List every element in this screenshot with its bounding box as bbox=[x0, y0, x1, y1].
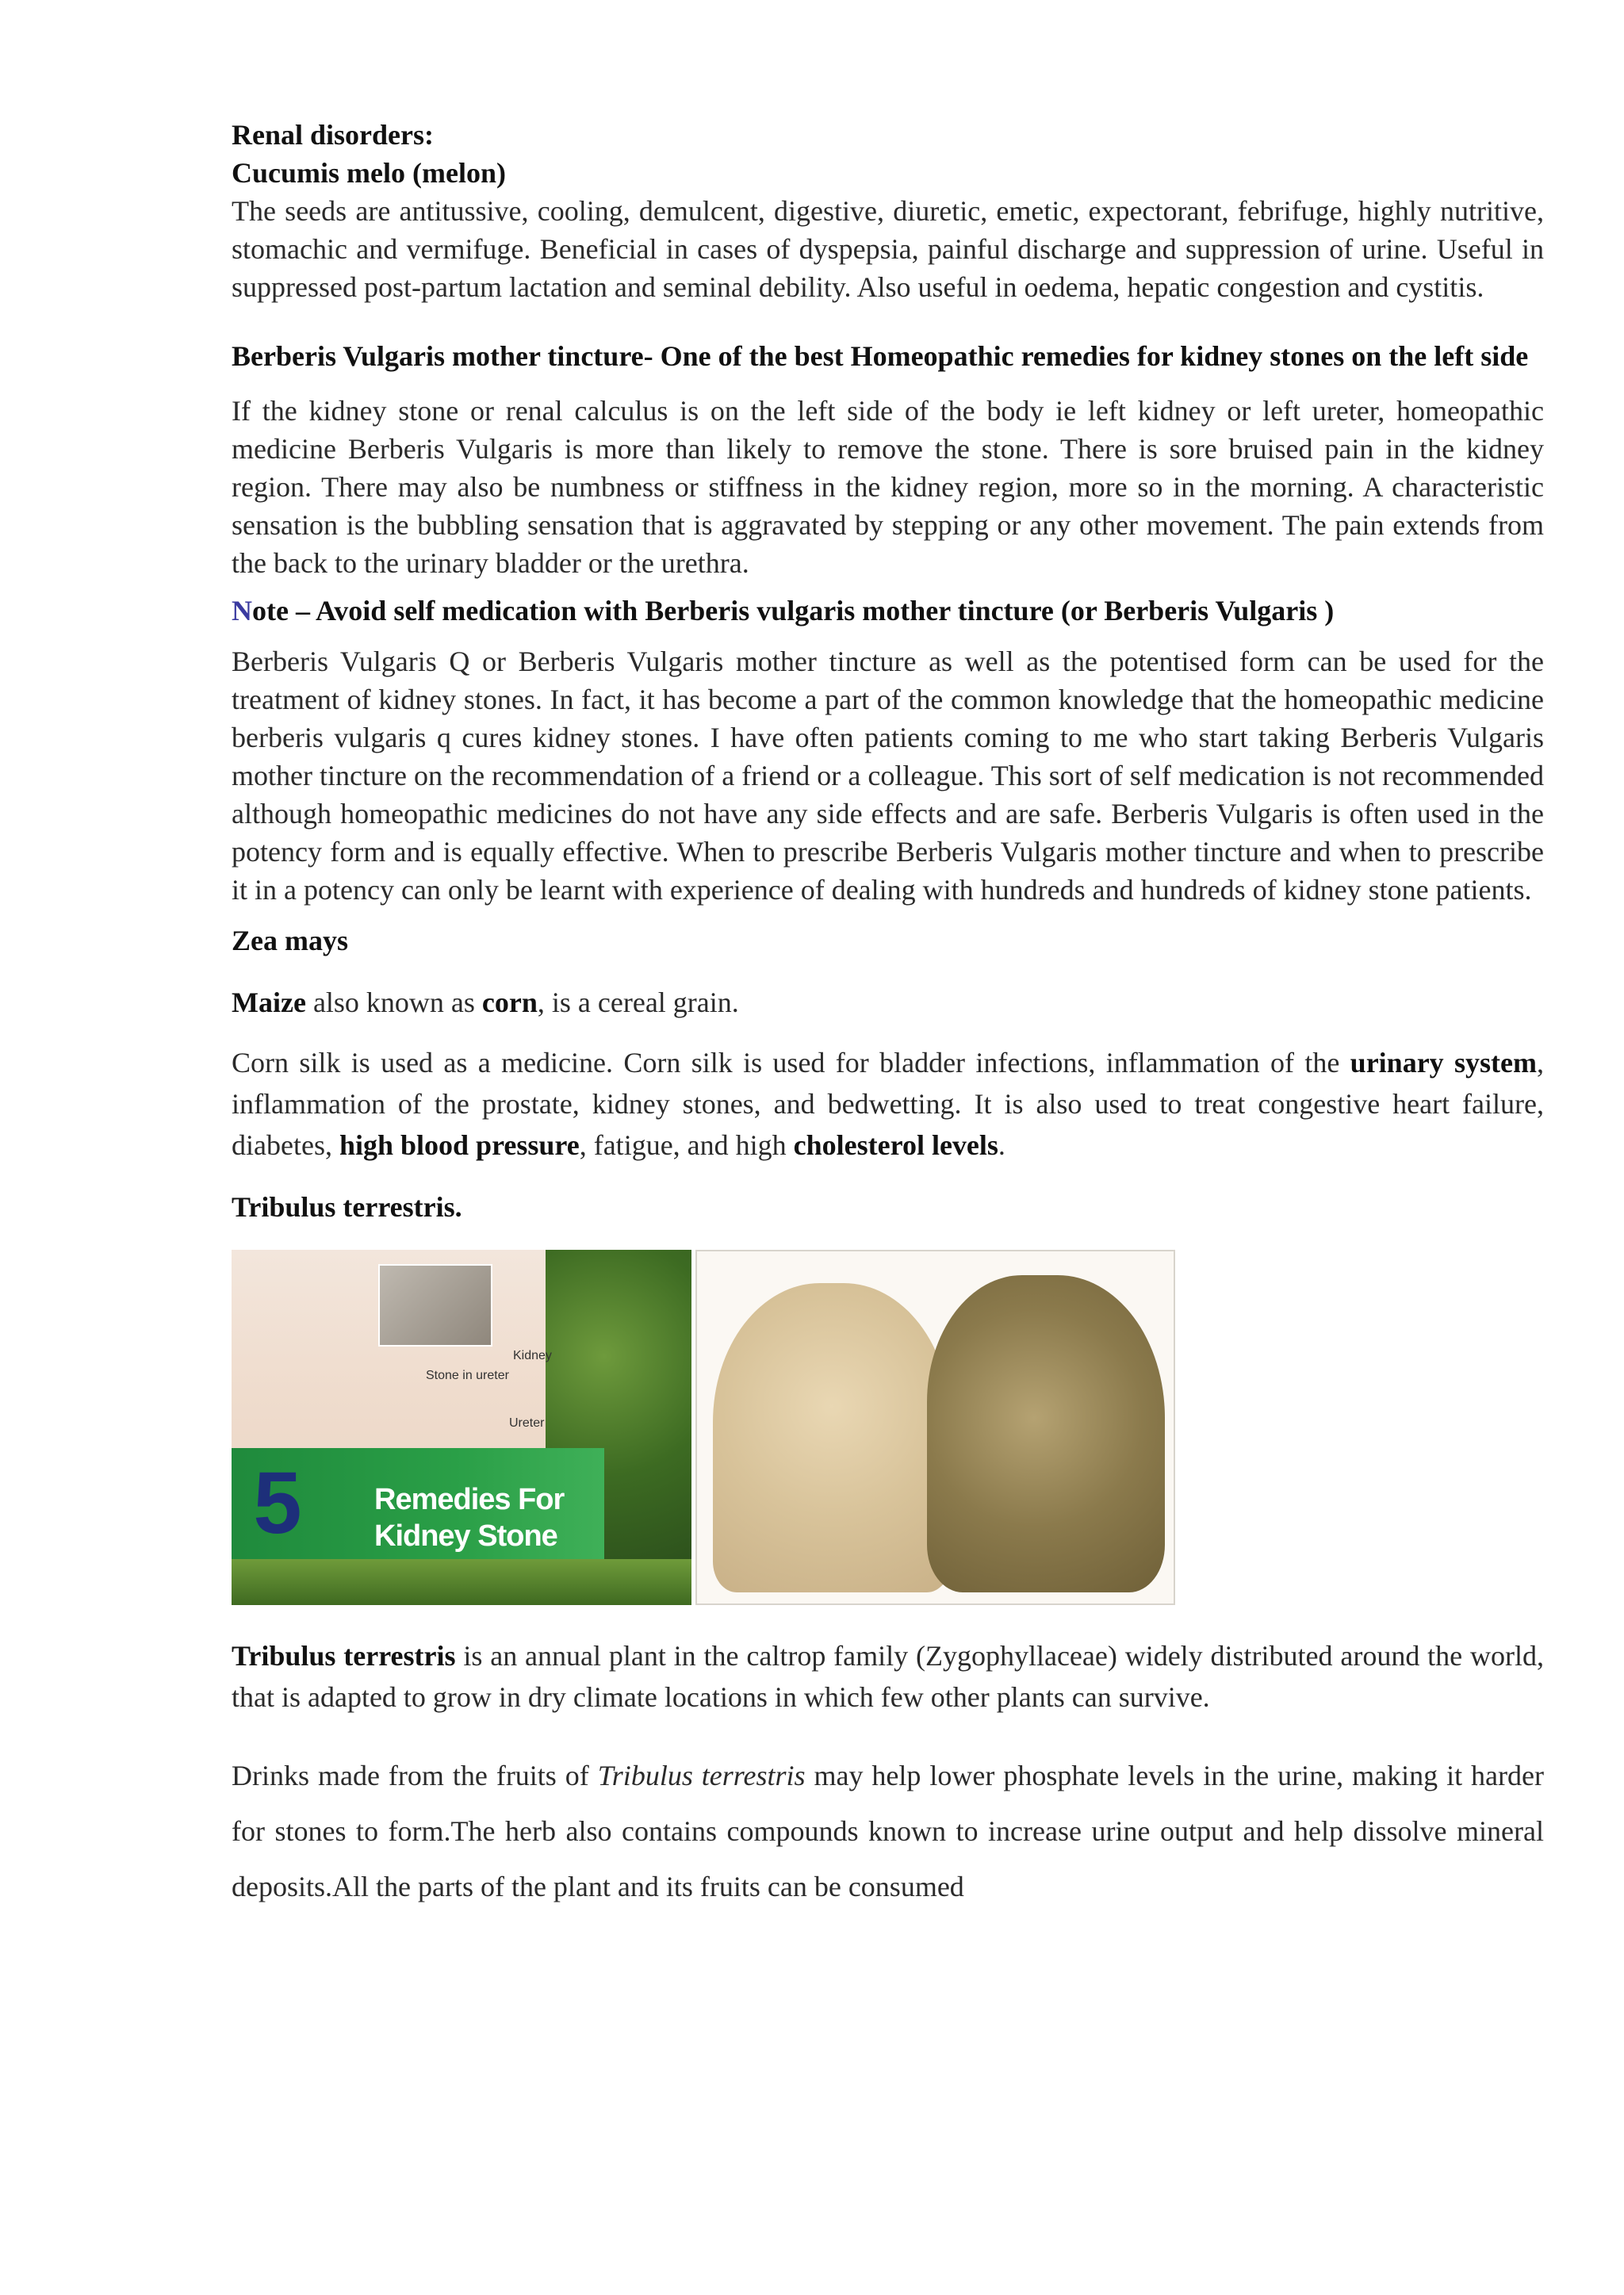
note-first-letter: N bbox=[232, 595, 252, 626]
high-blood-pressure-bold: high blood pressure bbox=[339, 1129, 580, 1161]
document-page bbox=[232, 113, 1544, 1914]
corn-silk-paragraph bbox=[232, 1042, 1544, 1166]
drinks-text-2: may help lower phosphate levels in the urine, making it harder for stones to form.The herb also contains compounds known to increase urine output and help dissolve mineral deposits.All the parts of the plant and its fruits can be consumed bbox=[232, 1760, 1544, 1902]
tribulus-figure bbox=[232, 1250, 1175, 1605]
maize-text-1: also known as bbox=[305, 987, 482, 1018]
grass-strip bbox=[232, 1559, 691, 1605]
corn-silk-text-2: , inflammation of the prostate, kidney stones, and bedwetting. It is also used to treat congestive heart failure, diabetes, bbox=[232, 1047, 1544, 1161]
zea-mays-heading: Zea mays bbox=[232, 925, 348, 956]
stone-in-ureter-label: Stone in ureter bbox=[426, 1369, 509, 1382]
corn-silk-text-4: . bbox=[998, 1129, 1005, 1161]
powder-pile bbox=[713, 1283, 951, 1592]
corn-silk-text-3: , fatigue, and high bbox=[579, 1129, 794, 1161]
note-heading-text: ote – Avoid self medication with Berberis vulgaris mother tincture (or Berberis Vulgaris ) bbox=[252, 595, 1335, 626]
tribulus-paragraph bbox=[232, 1635, 1544, 1718]
maize-paragraph bbox=[232, 983, 1544, 1021]
banner-number: 5 bbox=[253, 1454, 302, 1552]
corn-silk-text-1: Corn silk is used as a medicine. Corn silk is used for bladder infections, inflammation of the bbox=[232, 1047, 1350, 1079]
tribulus-bold: Tribulus terrestris bbox=[232, 1640, 456, 1672]
banner-line-2: Kidney Stone bbox=[374, 1519, 557, 1553]
tribulus-heading: Tribulus terrestris. bbox=[232, 1191, 462, 1223]
urinary-system-bold: urinary system bbox=[1350, 1047, 1537, 1079]
renal-disorders-heading: Renal disorders: bbox=[232, 119, 434, 151]
maize-bold: Maize bbox=[232, 987, 306, 1018]
corn-bold: corn bbox=[481, 987, 538, 1018]
note-heading bbox=[232, 592, 1544, 630]
kidney-stone-remedies-image bbox=[232, 1250, 691, 1605]
drinks-paragraph bbox=[232, 1748, 1544, 1914]
tribulus-italic: Tribulus terrestris bbox=[597, 1760, 806, 1791]
berberis-paragraph: If the kidney stone or renal calculus is on the left side of the body ie left kidney or left ureter, homeopathic medicine Berberis Vulgaris is more than likely to remove the stone. There is sore bruised pain in the kidney region. There may also be numbness or stiffness in the kidney region, more so in the morning. A characteristic sensation is the bubbling sensation that is aggravated by stepping or any other movement. The pain extends from the back to the urinary bladder or the urethra. bbox=[232, 395, 1544, 579]
banner-line-1: Remedies For bbox=[374, 1483, 565, 1516]
cholesterol-bold: cholesterol levels bbox=[793, 1129, 998, 1161]
drinks-text-1: Drinks made from the fruits of bbox=[232, 1760, 598, 1791]
cucumis-melo-paragraph: The seeds are antitussive, cooling, demulcent, digestive, diuretic, emetic, expectorant, febrifuge, highly nutritive, stomachic and vermifuge. Beneficial in cases of dyspepsia, painful discharge and suppression of urine. Useful in suppressed post-partum lactation and seminal debility. Also useful in oedema, hepatic congestion and cystitis. bbox=[232, 195, 1544, 303]
seed-pile bbox=[927, 1275, 1165, 1592]
stone-inset-photo bbox=[378, 1264, 492, 1347]
tribulus-text: is an annual plant in the caltrop family (Zygophyllaceae) widely distributed around the world, that is adapted to grow in dry climate locations in which few other plants can survive. bbox=[232, 1640, 1544, 1713]
tribulus-powder-image bbox=[695, 1250, 1175, 1605]
maize-text-2: , is a cereal grain. bbox=[537, 987, 739, 1018]
banner-text bbox=[374, 1481, 612, 1554]
kidney-label: Kidney bbox=[513, 1349, 552, 1362]
cucumis-melo-heading: Cucumis melo (melon) bbox=[232, 157, 506, 189]
note-paragraph: Berberis Vulgaris Q or Berberis Vulgaris mother tincture as well as the potentised form can be used for the treatment of kidney stones. In fact, it has become a part of the common knowledge that the homeopathic medicine berberis vulgaris q cures kidney stones. I have often patients coming to me who start taking Berberis Vulgaris mother tincture on the recommendation of a friend or a colleague. This sort of self medication is not recommended although homeopathic medicines do not have any side effects and are safe. Berberis Vulgaris is often used in the potency form and is equally effective. When to prescribe Berberis Vulgaris mother tincture and when to prescribe it in a potency can only be learnt with experience of dealing with hundreds and hundreds of kidney stone patients. bbox=[232, 646, 1544, 906]
berberis-heading: Berberis Vulgaris mother tincture- One of the best Homeopathic remedies for kidney stones on the left side bbox=[232, 340, 1529, 372]
ureter-label: Ureter bbox=[509, 1416, 545, 1430]
